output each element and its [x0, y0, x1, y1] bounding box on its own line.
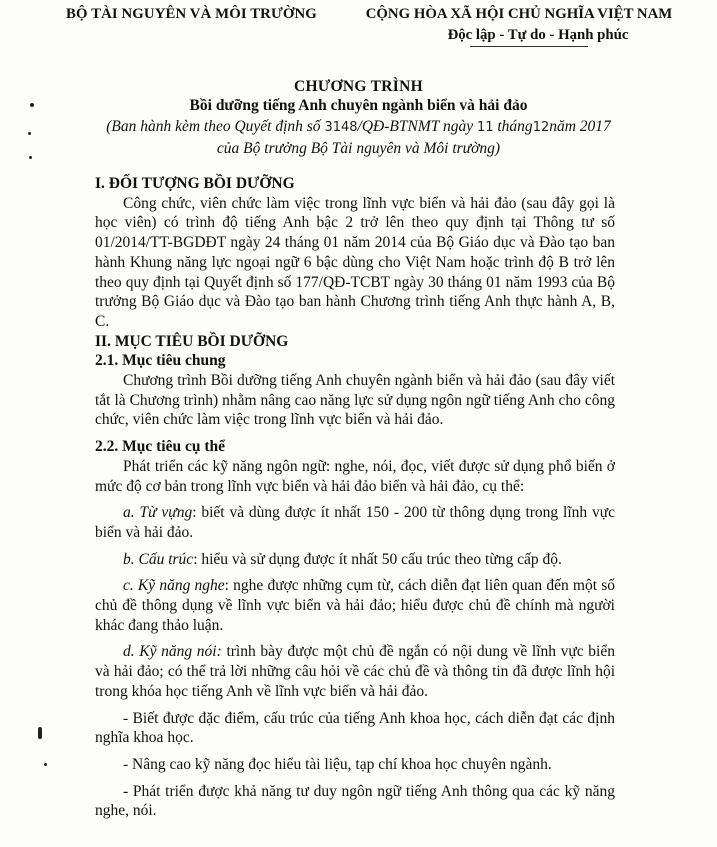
item-c-text: : nghe được những cụm từ, cách diễn đạt liên quan đến một số chủ đề thông dụng về lĩnh vực biển và hải đảo; hiểu được chủ đề chính mà người khác đang thảo luận. [95, 577, 615, 634]
decree-prefix: (Ban hành kèm theo Quyết định số [106, 118, 321, 135]
item-d [95, 642, 615, 701]
scan-speck [38, 727, 42, 739]
section-2-2-paragraph: Phát triển các kỹ năng ngôn ngữ: nghe, nói, đọc, viết được sử dụng phổ biến ở mức độ cơ bản trong lĩnh vực biển và hải đảo biển và hải đảo, cụ thể: [95, 457, 615, 495]
country-block [346, 6, 692, 44]
ministry-name: BỘ TÀI NGUYÊN VÀ MÔI TRƯỜNG [66, 6, 317, 22]
scan-speck [28, 132, 31, 135]
item-d-text: trình bày được một chủ đề ngắn có nội dung về lĩnh vực biển và hải đảo; có thể trả lời những câu hỏi về các chủ đề và thông tin đã được lĩnh hội trong khóa học tiếng Anh về lĩnh vực biển và hải đảo. [95, 643, 615, 700]
national-motto: Độc lập - Tự do - Hạnh phúc [447, 27, 629, 43]
decree-issuer: của Bộ trưởng Bộ Tài nguyên và Môi trường) [216, 140, 501, 157]
item-c [95, 576, 615, 635]
item-b [95, 550, 615, 570]
item-b-text: : hiểu và sử dụng được ít nhất 50 cấu trúc theo từng cấp độ. [193, 550, 562, 568]
title-block [0, 78, 717, 159]
document-title: CHƯƠNG TRÌNH [294, 78, 423, 95]
handwritten-day: 11 [476, 120, 494, 135]
section-2-1-heading: 2.1. Mục tiêu chung [95, 352, 226, 370]
item-c-label: c. Kỹ năng nghe [123, 577, 225, 595]
bullet-2: - Nâng cao kỹ năng đọc hiểu tài liệu, tạp chí khoa học chuyên ngành. [123, 755, 552, 773]
bullet-3: - Phát triển được khả năng tư duy ngôn ngữ tiếng Anh thông qua các kỹ năng nghe, nói. [95, 782, 615, 820]
country-name: CỘNG HÒA XÃ HỘI CHỦ NGHĨA VIỆT NAM [365, 6, 673, 22]
handwritten-month: 12 [532, 120, 550, 135]
bullet-1: - Biết được đặc điểm, cấu trúc của tiếng Anh khoa học, cách diễn đạt các định nghĩa khoa học. [95, 709, 615, 747]
item-a-label: a. Từ vựng [123, 504, 193, 522]
handwritten-decree-number: 3148 [324, 120, 358, 135]
scan-speck [30, 103, 34, 107]
document-subtitle: Bồi dưỡng tiếng Anh chuyên ngành biển và hải đảo [189, 97, 528, 114]
scan-speck [29, 156, 32, 159]
item-b-label: b. Cấu trúc [123, 550, 194, 568]
section-2-2-heading: 2.2. Mục tiêu cụ thể [95, 438, 226, 456]
section-1-heading: I. ĐỐI TƯỢNG BỒI DƯỠNG [95, 175, 295, 192]
item-d-label: d. Kỹ năng nói: [123, 643, 222, 661]
section-2-1-paragraph: Chương trình Bồi dưỡng tiếng Anh chuyên ngành biển và hải đảo (sau đây viết tắt là Chương trình) nhằm nâng cao năng lực sử dụng ngôn ngữ tiếng Anh cho công chức, viên chức làm việc trong lĩnh vực biển và hải đảo. [95, 372, 615, 429]
decree-year: năm 2017 [549, 118, 611, 135]
document-header [0, 6, 717, 54]
decree-middle: /QĐ-BTNMT ngày [357, 118, 474, 135]
item-a [95, 503, 615, 542]
decree-reference [0, 116, 717, 159]
scan-speck [44, 763, 47, 766]
motto-underline [470, 46, 588, 47]
section-1-paragraph: Công chức, viên chức làm việc trong lĩnh vực biển và hải đảo (sau đây gọi là học viên) có trình độ tiếng Anh bậc 2 trở lên theo quy định tại Thông tư số 01/2014/TT-BGDĐT ngày 24 tháng 01 năm 2014 của Bộ Giáo dục và Đào tạo ban hành Khung năng lực ngoại ngữ 6 bậc dùng cho Việt Nam hoặc trình độ B trở lên theo quy định tại Quyết định số 177/QĐ-TCBT ngày 30 tháng 01 năm 1993 của Bộ trưởng Bộ Giáo dục và Đào tạo ban hành Chương trình tiếng Anh thực hành A, B, C. [95, 194, 615, 330]
document-body [95, 174, 615, 828]
section-2-heading: II. MỤC TIÊU BỒI DƯỠNG [95, 332, 289, 350]
item-a-text: : biết và dùng được ít nhất 150 - 200 từ thông dụng trong lĩnh vực biển và hải đảo. [95, 504, 615, 541]
decree-month-prefix: tháng [493, 118, 533, 135]
